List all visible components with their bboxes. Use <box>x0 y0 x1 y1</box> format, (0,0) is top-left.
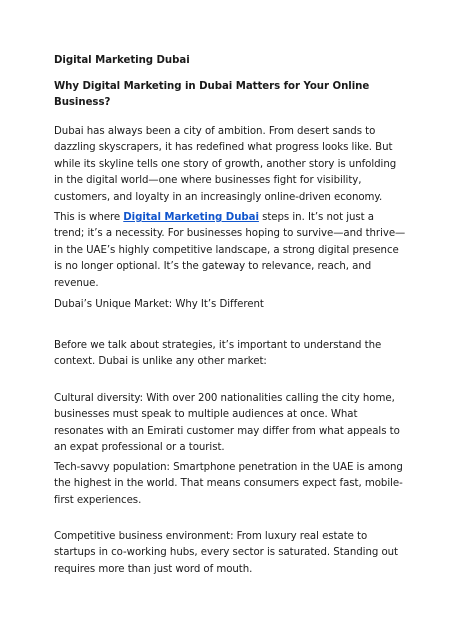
digital-marketing-dubai-link[interactable]: Digital Marketing Dubai <box>123 212 259 223</box>
intro-paragraph: Dubai has always been a city of ambition. From desert sands to dazzling skyscrapers, it has redefined what progress looks like. But while its skyline tells one story of growth, another story is unfolding in the digital world—one where businesses fight for visibility, customers, and loyalty in an increasingly online-driven economy. <box>54 126 397 203</box>
competitive-environment-paragraph: Competitive business environment: From luxury real estate to startups in co-working hubs, every sector is saturated. Standing out requires more than just word of mouth. <box>54 531 399 575</box>
tech-savvy-paragraph: Tech-savvy population: Smartphone penetration in the UAE is among the highest in the world. That means consumers expect fast, mobile-first experiences. <box>54 462 403 506</box>
digital-marketing-paragraph <box>54 210 406 292</box>
paragraph-text-before-link: This is where <box>54 212 124 223</box>
section-heading: Dubai’s Unique Market: Why It’s Different <box>54 299 264 310</box>
paragraph-text-after-link: steps in. It’s not just a trend; it’s a necessity. For businesses hoping to survive—and thrive—in the UAE’s highly competitive landscape, a strong digital presence is no longer optional. It’s the gateway to relevance, reach, and revenue. <box>54 212 406 289</box>
document-title: Digital Marketing Dubai <box>54 55 190 66</box>
cultural-diversity-paragraph: Cultural diversity: With over 200 nationalities calling the city home, businesses must speak to multiple audiences at once. What resonates with an Emirati customer may differ from what appeals to an expat professional or a tourist. <box>54 393 400 454</box>
context-paragraph: Before we talk about strategies, it’s important to understand the context. Dubai is unlike any other market: <box>54 340 382 368</box>
document-subtitle: Why Digital Marketing in Dubai Matters for Your Online Business? <box>54 81 370 109</box>
